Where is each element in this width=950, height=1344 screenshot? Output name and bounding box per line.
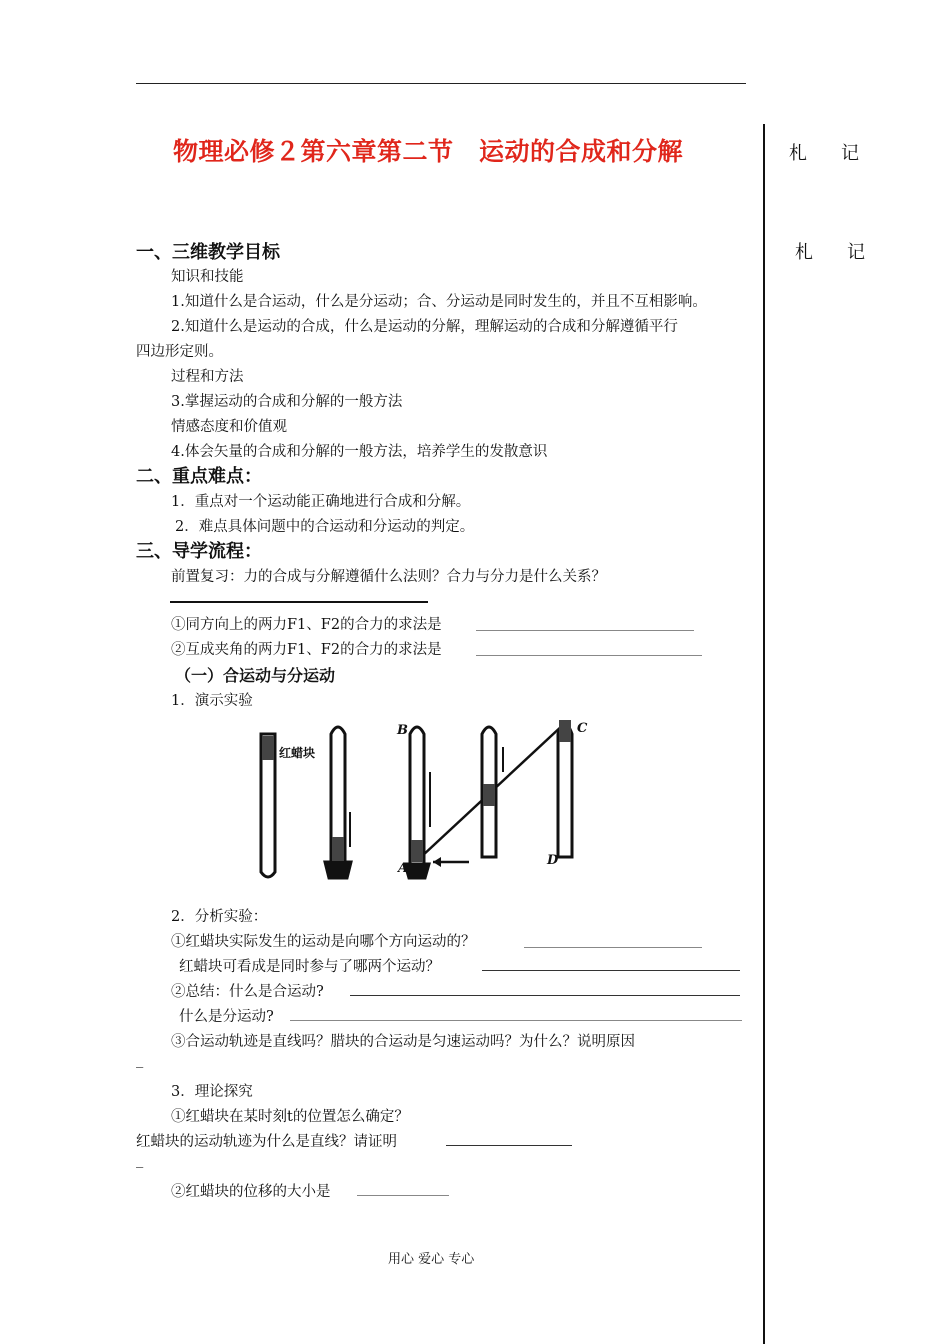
section1-item3: 3.掌握运动的合成和分解的一般方法: [171, 394, 403, 410]
label-b: B: [397, 723, 408, 738]
answer-blank-t2[interactable]: [446, 1145, 572, 1146]
analysis-q4: 什么是分运动?: [179, 1009, 274, 1025]
margin-rule: [763, 124, 765, 1344]
part1-heading: （一）合运动与分运动: [175, 666, 336, 685]
header-rule: [136, 83, 746, 84]
section3-heading: 三、导学流程：: [136, 541, 262, 562]
wax-block-label: 红蜡块: [279, 746, 316, 760]
section1-item2b: 四边形定则。: [136, 344, 223, 360]
theory-q3: ②红蜡块的位移的大小是: [171, 1184, 331, 1200]
question-angle: ②互成夹角的两力F1、F2的合力的求法是: [171, 642, 442, 658]
answer-blank-q1[interactable]: [476, 630, 694, 631]
label-d: D: [547, 853, 559, 868]
answer-dash-1: _: [136, 1052, 144, 1068]
section1-heading: 一、三维教学目标: [136, 242, 280, 263]
review-answer-blank[interactable]: [170, 601, 428, 603]
section2-heading: 二、重点难点：: [136, 466, 262, 487]
question-same-direction: ①同方向上的两力F1、F2的合力的求法是: [171, 617, 442, 633]
answer-blank-a2[interactable]: [482, 970, 740, 971]
theory-label: 3．理论探究: [171, 1084, 253, 1100]
wax-block-3: [411, 840, 423, 862]
side-note-2: 札 记: [795, 242, 873, 263]
section1-item2a: 2.知道什么是运动的合成，什么是运动的分解，理解运动的合成和分解遵循平行: [171, 319, 678, 335]
tube-3-base: [405, 864, 429, 878]
analysis-q2: 红蜡块可看成是同时参与了哪两个运动？: [179, 959, 440, 975]
label-c: C: [577, 721, 588, 736]
section2-item1: 1．重点对一个运动能正确地进行合成和分解。: [171, 494, 471, 510]
analysis-q1: ①红蜡块实际发生的运动是向哪个方向运动的？: [171, 934, 476, 950]
theory-q1: ①红蜡块在某时刻t的位置怎么确定？: [171, 1109, 409, 1125]
section2-item2: 2．难点具体问题中的合运动和分运动的判定。: [175, 519, 475, 535]
review-question: 前置复习：力的合成与分解遵循什么法则？合力与分力是什么关系？: [171, 569, 606, 585]
answer-blank-q2[interactable]: [476, 655, 702, 656]
wax-block-1: [262, 736, 274, 760]
tube-5: [558, 724, 572, 857]
wax-block-5: [559, 720, 571, 742]
experiment-diagram: [255, 712, 600, 884]
analysis-q3: ②总结：什么是合运动?: [171, 984, 324, 1000]
section1-sub3: 情感态度和价值观: [171, 419, 287, 435]
wax-block-2: [332, 837, 344, 861]
theory-q2: 红蜡块的运动轨迹为什么是直线？请证明: [136, 1134, 397, 1150]
answer-blank-a1[interactable]: [524, 947, 702, 948]
side-note-1: 札 记: [789, 143, 867, 164]
section1-sub1: 知识和技能: [171, 269, 244, 285]
analysis-label: 2．分析实验：: [171, 909, 268, 925]
tube-2-base: [325, 862, 351, 878]
section1-item4: 4.体会矢量的合成和分解的一般方法，培养学生的发散意识: [171, 444, 548, 460]
demo-label: 1．演示实验: [171, 693, 253, 709]
answer-dash-2: _: [136, 1152, 144, 1168]
answer-blank-a3[interactable]: [350, 995, 740, 996]
label-a: A: [398, 861, 409, 876]
page-title: 物理必修２第六章第二节 运动的合成和分解: [173, 137, 684, 166]
answer-blank-t3[interactable]: [357, 1195, 449, 1196]
page-footer: 用心 爱心 专心: [388, 1252, 475, 1267]
wax-block-4: [483, 784, 495, 806]
section1-item1: 1.知道什么是合运动，什么是分运动；合、分运动是同时发生的，并且不互相影响。: [171, 294, 707, 310]
analysis-q5: ③合运动轨迹是直线吗？腊块的合运动是匀速运动吗？为什么？说明原因: [171, 1034, 635, 1050]
answer-blank-a4[interactable]: [290, 1020, 742, 1021]
experiment-figure: [255, 712, 600, 888]
section1-sub2: 过程和方法: [171, 369, 244, 385]
